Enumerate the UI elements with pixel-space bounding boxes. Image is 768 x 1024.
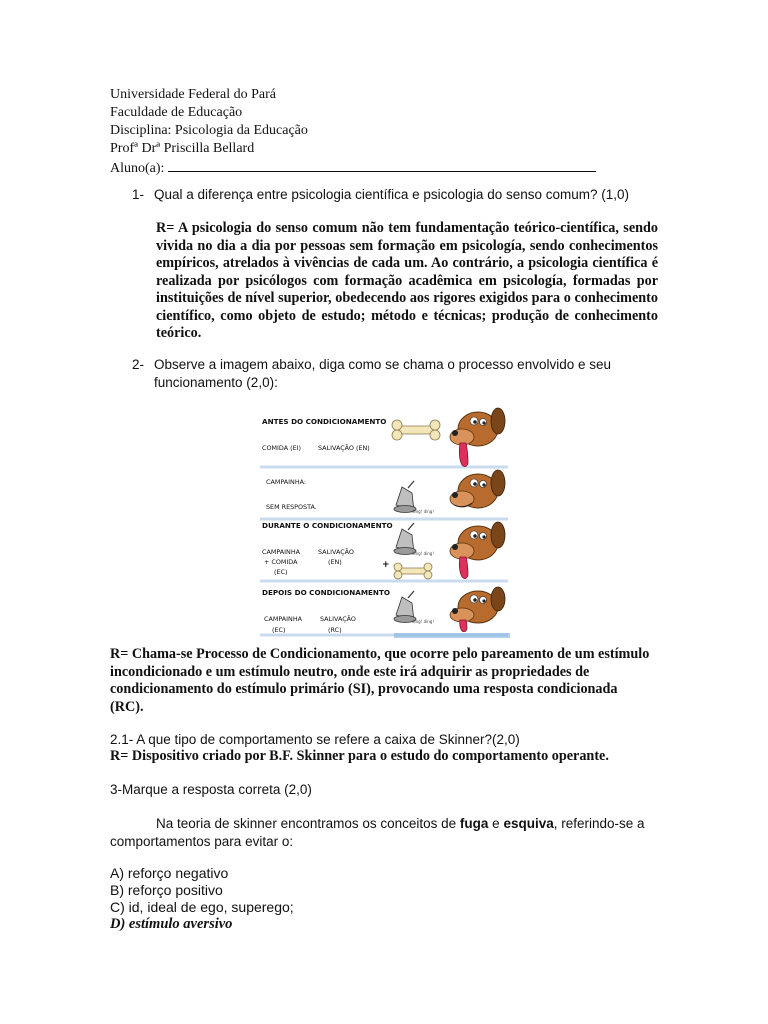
document-header bbox=[110, 86, 596, 178]
faculty-name: Faculdade de Educação bbox=[110, 105, 243, 120]
professor-name: Profª Drª Priscilla Bellard bbox=[110, 141, 255, 156]
ding-text: ding! ding! bbox=[412, 551, 434, 556]
question-3-stem-line2: comportamentos para evitar o: bbox=[110, 834, 294, 849]
during-title: DURANTE O CONDICIONAMENTO bbox=[262, 521, 393, 530]
after-salivacao-2: (RC) bbox=[328, 626, 342, 634]
student-label: Aluno(a): bbox=[110, 161, 165, 176]
discipline-name: Disciplina: Psicologia da Educação bbox=[110, 123, 308, 138]
stem-bold-esquiva: esquiva bbox=[503, 816, 554, 831]
option-b[interactable]: B) reforço positivo bbox=[110, 882, 223, 898]
salivacao-en-label: SALIVAÇÃO (EN) bbox=[318, 444, 370, 452]
after-campainha-1: CAMPAINHA bbox=[264, 615, 303, 623]
before-title: ANTES DO CONDICIONAMENTO bbox=[262, 417, 387, 426]
watermark-strip bbox=[394, 633, 510, 638]
question-3-options bbox=[110, 865, 294, 933]
question-2-1-answer: R= Dispositivo criado por B.F. Skinner para o estudo do comportamento operante. bbox=[110, 748, 609, 764]
stem-text: e bbox=[488, 816, 504, 831]
question-3-text: 3-Marque a resposta correta (2,0) bbox=[110, 782, 312, 797]
plus-sign: + bbox=[382, 560, 390, 570]
university-name: Universidade Federal do Pará bbox=[110, 87, 276, 102]
stem-text: , referindo-se a bbox=[553, 816, 645, 831]
after-salivacao-1: SALIVAÇÃO bbox=[320, 615, 356, 623]
ding-text: ding! ding! bbox=[412, 509, 434, 514]
after-title: DEPOIS DO CONDICIONAMENTO bbox=[262, 588, 390, 597]
during-campainha-3: (EC) bbox=[274, 568, 288, 576]
stem-bold-fuga: fuga bbox=[459, 816, 489, 831]
question-3-stem bbox=[156, 815, 645, 833]
option-c[interactable]: C) id, ideal de ego, superego; bbox=[110, 899, 294, 915]
option-a[interactable]: A) reforço negativo bbox=[110, 865, 229, 881]
during-salivacao-1: SALIVAÇÃO bbox=[318, 548, 354, 556]
stem-text: Na teoria de skinner encontramos os conceitos de bbox=[156, 816, 460, 831]
during-salivacao-2: (EN) bbox=[328, 558, 342, 566]
student-name-field[interactable] bbox=[168, 158, 596, 172]
after-campainha-2: (EC) bbox=[272, 626, 286, 634]
conditioning-figure bbox=[258, 405, 510, 641]
campainha-label: CAMPAINHA: bbox=[266, 478, 307, 486]
question-1-number: 1- bbox=[132, 187, 145, 202]
ding-text: ding! ding! bbox=[412, 619, 434, 624]
comida-label: COMIDA (EI) bbox=[262, 444, 302, 452]
during-campainha-2: + COMIDA bbox=[264, 558, 298, 566]
student-name-row bbox=[110, 158, 596, 178]
during-campainha-1: CAMPAINHA bbox=[262, 548, 301, 556]
question-2-text: Observe a imagem abaixo, diga como se chama o processo envolvido e seu funcionamento (2,0): bbox=[154, 357, 611, 390]
sem-resposta-label: SEM RESPOSTA. bbox=[266, 503, 317, 511]
question-2-1-text: 2.1- A que tipo de comportamento se refere a caixa de Skinner?(2,0) bbox=[110, 732, 520, 747]
question-1-text: Qual a diferença entre psicologia científica e psicologia do senso comum? (1,0) bbox=[154, 187, 630, 202]
question-2-answer: R= Chama-se Processo de Condicionamento, que ocorre pelo pareamento de um estímulo incondicionado e um estímulo neutro, onde este irá adquirir as propriedades de condicionamento do estímulo primário (SI), provocando uma resposta condicionada (RC). bbox=[110, 646, 650, 715]
question-2-number: 2- bbox=[132, 357, 145, 372]
option-d-selected[interactable]: D) estímulo aversivo bbox=[110, 916, 233, 932]
question-1-answer: R= A psicologia do senso comum não tem fundamentação teórico-científica, sendo vivida no dia a dia por pessoas sem formação em psicología, sendo conhecimentos empíricos, atrelados à vivências de cada um. Ao contrário, a psicologia científica é realizada por psicólogos com formação acadêmica em psicología, formadas por instituições de nível superior, obedecendo aos rigores exigidos para o conhecimento científico, como objeto de estudo; método e técnicas; produção de conhecimento teórico. bbox=[156, 220, 658, 341]
